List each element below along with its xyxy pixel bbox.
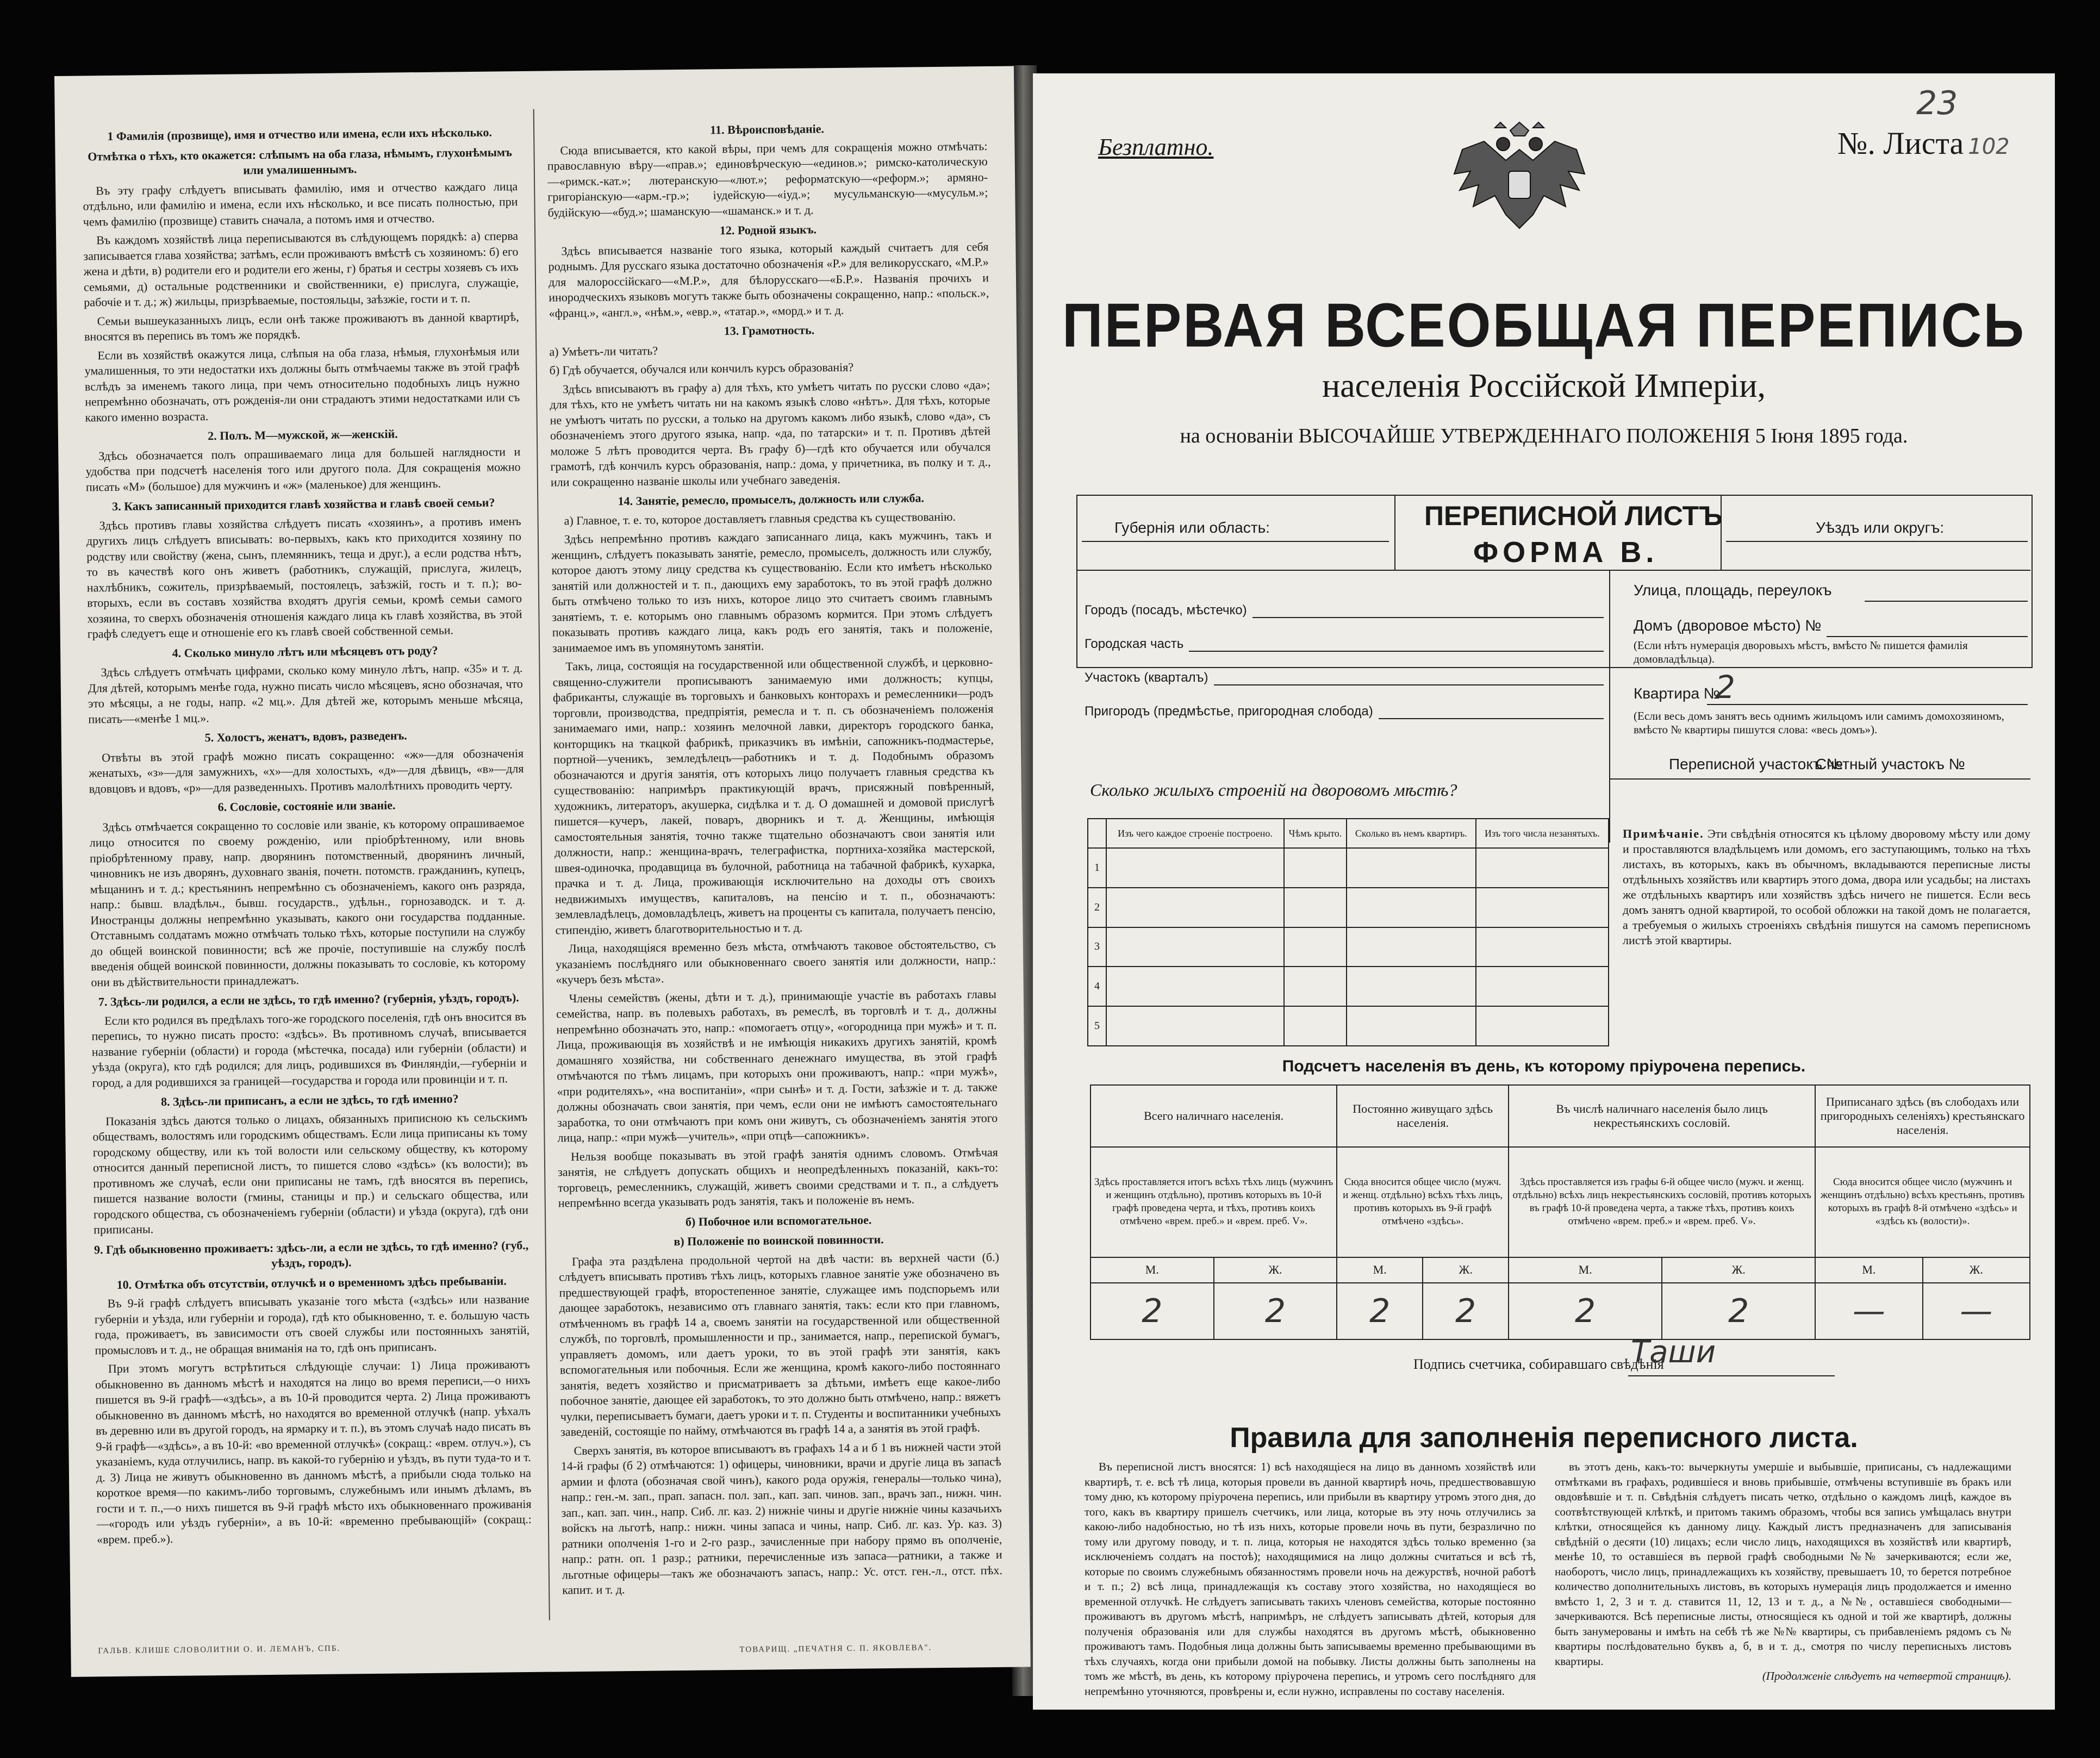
instructions-column-1 [82,120,532,1550]
buildings-input-cell[interactable] [1347,927,1476,967]
population-count-value[interactable]: 2 [1090,1283,1214,1339]
instruction-paragraph: Семьи вышеуказанныхъ лицъ, если онѣ также проживаютъ въ данной квартирѣ, вносятся въ перепись въ томъ же порядкѣ. [84,309,519,344]
note-label: Примѣчаніе. [1623,827,1704,840]
buildings-input-cell[interactable] [1106,927,1284,967]
apartment-label: Квартира № [1634,685,1720,702]
row-number: 3 [1088,927,1106,967]
section-heading: 10. Отмѣтка объ отсутствіи, отлучкѣ и о временномъ здѣсь пребываніи. [116,1273,507,1292]
buildings-input-cell[interactable] [1476,927,1609,967]
typographer-imprint: ГАЛЬВ. КЛИШЕ СЛОВОЛИТНИ О. И. ЛЕМАНЪ, СПБ. [98,1644,341,1656]
buildings-input-cell[interactable] [1284,927,1347,967]
buildings-input-cell[interactable] [1284,967,1347,1006]
buildings-input-cell[interactable] [1347,888,1476,927]
buildings-row [1088,848,1609,888]
instruction-paragraph: Въ 9-й графѣ слѣдуетъ вписывать указаніе того мѣста («здѣсь» или название губерніи и уѣзда, или губерніи и города), гдѣ кто обыкновенно, т. е. большую часть года, проживаетъ, въ зависимости отъ своей службы или постоянныхъ занятій, промысловъ и т. д., не обращая вниманія на то, гдѣ онъ приписанъ. [94,1292,530,1357]
population-count-table [1090,1084,2030,1340]
instruction-paragraph: Если въ хозяйствѣ окажутся лица, слѣпыя на оба глаза, нѣмыя, глухонѣмыя или умалишенныя, то эти недостатки ихъ должны быть отмѣчаемы также въ этой графѣ вслѣдъ за именемъ такого лица, при чемъ относительно подобныхъ лицъ нужно непремѣнно обозначать, отъ рожденія-ли они страдаютъ этими недостатками или съ какого именно возраста. [84,344,520,424]
buildings-input-cell[interactable] [1106,848,1284,888]
female-column-label: Ж. [1923,1257,2030,1283]
population-count-value[interactable]: 2 [1423,1283,1509,1339]
instruction-paragraph: Члены семействъ (жены, дѣти и т. д.), принимающіе участіе въ работахъ главы семейства, напр. въ полевыхъ работахъ, въ ремеслѣ, въ торговлѣ и т. д., должны непремѣнно обозначать это, напр.: «помогаетъ отцу», «огородница при мужѣ» и т. п. Лица, проживающія въ хозяйствѣ и не имѣющія никакихъ другихъ занятій, кромѣ домашняго хозяйства, ни собственнаго денежнаго имущества, въ этой графѣ отмѣчаются по тѣмъ лицамъ, при которыхъ они проживаютъ, напр.: «при мужѣ», «при родителяхъ», «на воспитаніи», «при сынѣ» и т. д. Гости, заѣзжіе и т. д. также должны обозначать свои занятія, при чемъ, если они не имѣютъ самостоятельнаго заработка, то они отмѣчаютъ при комъ они живутъ, съ обозначеніемъ занятія этого лица, напр.: «при мужѣ—учитель», «при отцѣ—сапожникъ». [556,987,998,1145]
location-field-row [1085,618,1604,652]
buildings-input-cell[interactable] [1476,1006,1609,1046]
buildings-header-cell: Сколько въ немъ квартиръ. [1347,819,1476,848]
instruction-paragraph: Здѣсь вписываютъ въ графу а) для тѣхъ, кто умѣетъ читать по русски слово «да»; для тѣхъ, кто не умѣетъ читать ни на какомъ языкѣ слово «нѣтъ». Для тѣхъ, которые не умѣютъ читать по русски, а только на другомъ какомъ либо языкѣ, слово «да», съ обозначеніемъ этого другого языка, напр. «да, по татарски» и т. п. Противъ дѣтей моложе 5 лѣтъ проводится черта. Въ графу б)—гдѣ кто обучается или обучался грамотѣ, гдѣ кончилъ курсъ образованія, напр.: дома, у причетника, въ полку и т. д., или сокращенно названіе школы или учебнаго заведенія. [550,377,991,489]
section-heading: 13. Грамотность. [724,323,815,338]
census-area-label: Переписной участокъ № [1669,756,1843,772]
row-number: 4 [1088,967,1106,1006]
signature-label: Подпись счетчика, собиравшаго свѣдѣнія [1413,1356,1664,1372]
male-column-label: М. [1509,1257,1662,1283]
row-number: 1 [1088,848,1106,888]
apartment-note: (Если весь домъ занятъ весь однимъ жильцомъ или самимъ домохозяиномъ, вмѣсто № квартиры пишутся слова: «весь домъ»). [1634,709,2004,736]
sheet-number-value: 102 [1968,134,2010,159]
buildings-input-cell[interactable] [1347,848,1476,888]
section-heading: 1 Фамилія (прозвище), имя и отчество или имена, если ихъ нѣсколько. [107,125,493,143]
location-field-input[interactable] [1252,601,1604,618]
form-title: ПЕРЕПИСНОЙ ЛИСТЪ [1424,501,1723,531]
instruction-paragraph: При этомъ могутъ встрѣтиться слѣдующіе случаи: 1) Лица проживаютъ обыкновенно въ данномъ мѣстѣ и находятся на лицо во время переписи,—о нихъ пишется въ 9-й графѣ—«здѣсь», а въ 10-й проводится черта. 2) Лица проживаютъ обыкновенно въ данномъ мѣстѣ, но находятся во временной отлучкѣ (напр. уѣхалъ въ деревню или въ другой городъ, на ярмарку и т. п.), въ этомъ случаѣ надо писать въ 9-й графѣ—«здѣсь», а въ 10-й: «во временной отлучкѣ» (сокращ.: «врем. отлуч.»), съ указаніемъ, куда отлучились, напр. въ какой-то губернію и уѣздъ, въ пути туда-то и т. д. 3) Лица не живутъ обыкновенно въ данномъ мѣстѣ, а прибыли сюда только на короткое время—по какимъ-либо торговымъ, служебнымъ или инымъ дѣламъ, въ гости и т. п.,—о нихъ пишется въ 9-й графѣ мѣсто ихъ обыкновеннаго проживанія—«городъ или уѣздъ губерніи», а въ 10-й: «временно пребывающій» (сокращ.: «врем. преб.»). [95,1357,532,1546]
buildings-header-cell: Изъ того числа незанятыхъ. [1476,819,1609,848]
location-field-input[interactable] [1379,702,1604,719]
buildings-input-cell[interactable] [1476,967,1609,1006]
section-heading: 4. Сколько минуло лѣтъ или мѣсяцевъ отъ роду? [172,643,438,660]
buildings-input-cell[interactable] [1106,967,1284,1006]
buildings-input-cell[interactable] [1347,1006,1476,1046]
population-count-value[interactable]: 2 [1662,1283,1815,1339]
male-column-label: М. [1815,1257,1922,1283]
section-heading: 3. Какъ записанный приходится главѣ хозяйства и главѣ своей семьи? [112,495,495,513]
instruction-paragraph: Если кто родился въ предѣлахъ того-же городского поселенія, гдѣ онъ вносится въ перепись, то нужно писать просто: «здѣсь». Въ противномъ случаѣ, вписывается название губерніи (области) и города (мѣстечка, посада) или губерніи (области) и уѣзда (округа), кто гдѣ родился; для лицъ, родившихся въ Финляндіи,—губерніи и город, а для родившихся за границей—государства и города или провинціи и т. п. [91,1009,527,1089]
count-header-cell: Всего наличнаго населенія. [1090,1085,1337,1147]
form-variant: ФОРМА В. [1473,536,1659,569]
section-heading: 5. Холостъ, женатъ, вдовъ, разведенъ. [204,728,407,745]
apartment-field[interactable] [1707,682,2028,705]
section-heading: 2. Полъ. М—мужской, ж—женскій. [208,427,398,443]
buildings-row [1088,888,1609,927]
buildings-row [1088,967,1609,1006]
female-column-label: Ж. [1214,1257,1337,1283]
count-description-cell: Здѣсь проставляется итогъ всѣхъ тѣхъ лицъ (мужчинъ и женщинъ отдѣльно), противъ которыхъ въ 10-й графѣ проведена черта, и тѣхъ, противъ коихъ отмѣчено «врем. преб.» и «врем. преб. V». [1090,1147,1337,1257]
buildings-input-cell[interactable] [1106,888,1284,927]
location-field-label: Пригородъ (предмѣстье, пригородная слобода) [1085,704,1373,719]
row-number: 5 [1088,1006,1106,1046]
location-field-label: Городская часть [1085,637,1184,651]
district-label: Уѣздъ или округъ: [1816,519,1945,536]
section-heading: 6. Сословіе, состояніе или званіе. [217,798,396,814]
instruction-paragraph: Сюда вписывается, кто какой вѣры, при чемъ для сокращенія можно отмѣчать: православную вѣру—«прав.»; единовѣрческую—«единов.»; римско-католическую—«римск.-кат.»; лютеранскую—«лют.»; реформатскую—«реформ.»; армяно-григоріанскую—«арм.-гр.»; іудейскую—«іуд.»; мусульманскую—«мусульм.»; будійскую—«буд.»; шаманскую—«шаманск.» и т. д. [547,139,988,220]
female-column-label: Ж. [1662,1257,1815,1283]
buildings-input-cell[interactable] [1284,848,1347,888]
location-fields [1085,584,1604,719]
left-page [54,66,1031,1677]
instruction-paragraph: Показанія здѣсь даются только о лицахъ, обязанныхъ приписною къ сельскимъ обществамъ, волостямъ или городскимъ обществамъ. Если лица приписаны къ тому городскому обществу, или къ той волости или сельскому обществу, къ которому относится данный переписной листъ, то пишется слово «здѣсь» (къ волости); въ противномъ же случаѣ, если они приписаны не тамъ, гдѣ вносятся въ перепись, пишется название волости (гмины, станицы и пр.) и сельскаго общества, или городского общества, съ обозначеніемъ губерніи (области) и уѣзда (округа), гдѣ они приписаны. [92,1109,529,1237]
row-number: 2 [1088,888,1106,927]
street-label: Улица, площадь, переулокъ [1634,582,1832,599]
buildings-input-cell[interactable] [1476,848,1609,888]
population-count-value[interactable]: — [1923,1283,2030,1339]
house-field[interactable] [1827,614,2028,637]
section-heading: в) Положеніе по воинской повинности. [674,1232,884,1249]
section-heading: 8. Здѣсь-ли приписанъ, а если не здѣсь, то гдѣ именно? [160,1092,459,1109]
buildings-row [1088,1006,1609,1046]
buildings-note [1623,826,2030,948]
province-label: Губернія или область: [1114,519,1270,536]
count-description-cell: Здѣсь проставляется изъ графы 6-й общее число (мужч. и женщ. отдѣльно) всѣхъ лицъ некрестьянскихъ сословій, противъ которыхъ въ графѣ 10-й проведена черта, а также тѣхъ, противъ коихъ отмѣчено «врем. преб.» и «врем. преб. V». [1509,1147,1815,1257]
instruction-paragraph: Здѣсь вписывается названіе того языка, который каждый считаетъ для себя роднымъ. Для русскаго языка достаточно обозначенія «Р.» для великорусскаго, «М.Р.» для малороссійскаго—«М.Р.», для бѣлорусскаго—«Б.Р.». Названія прочихъ и инородческихъ языковъ могутъ также быть обозначены сокращенно, напр.: «польск.», «франц.», «англ.», «нѣм.», «евр.», «татар.», «морд.» и т. д. [548,239,989,320]
free-label: Безплатно. [1098,134,1214,160]
instruction-paragraph: б) Гдѣ обучается, обучался или кончилъ курсъ образованія? [549,360,854,377]
section-heading: 9. Гдѣ обыкновенно проживаетъ: здѣсь-ли, а если не здѣсь, то гдѣ именно? (губ., уѣздъ, городъ). [94,1238,529,1270]
count-title: Подсчетъ населенія въ день, къ которому пріурочена перепись. [1282,1057,1806,1075]
buildings-input-cell[interactable] [1284,1006,1347,1046]
instruction-paragraph: Графа эта раздѣлена продольной чертой на двѣ части: въ верхней части (б.) слѣдуетъ вписывать противъ тѣхъ лицъ, которыхъ главное занятіе уже обозначено въ предшествующей графѣ, второстепенное занятіе, служащее имъ подспорьемъ или дающее заработокъ, независимо отъ главнаго занятія, такъ: если кто при главномъ, отмѣченномъ въ графѣ 14 а, своемъ занятіи на государственной или общественной службѣ, по торговлѣ, промышленности и пр., занимается, напр., перепиской бумагъ, управляетъ домомъ, или даетъ уроки, то въ этой графѣ эти занятія, какъ вспомогательныя или побочныя. Если же женщина, кромѣ какого-либо постояннаго занятія, ведетъ хозяйство и присматриваетъ за дѣтьми, имѣетъ еще какое-либо побочное занятіе, дающее ей заработокъ, то это должно быть отмѣчено, напр.: вяжетъ чулки, переписываетъ бумаги, даетъ уроки и т. п. Студенты и воспитанники учебныхъ заведеній, состоящіе по найму, отмѣчаются въ графѣ 14 а, а занятія въ этой графѣ. [559,1250,1001,1439]
location-field-row [1085,685,1604,719]
sheet-number-label: №. Листа [1837,126,1964,161]
buildings-question: Сколько жилыхъ строеній на дворовомъ мѣстѣ? [1090,780,1457,800]
population-count-value[interactable]: 2 [1214,1283,1337,1339]
population-count-value[interactable]: 2 [1337,1283,1423,1339]
instruction-paragraph: Въ каждомъ хозяйствѣ лица переписываются въ слѣдующемъ порядкѣ: а) сперва записывается глава хозяйства; затѣмъ, если проживаютъ вмѣстѣ съ хозяиномъ: б) его жена и дѣти, в) родители его и родители его жены, г) братья и сестры хозяевъ съ ихъ семьями, д) остальные родственники и свойственники, е) прислуга, служащіе, рабочіе и т. д.; ж) жильцы, призрѣваемые, постояльцы, заѣзжіе, гости и т. п. [83,229,519,309]
instruction-paragraph: Здѣсь отмѣчается сокращенно то сословіе или званіе, къ которому опрашиваемое лицо относится по своему рожденію, или пріобрѣтенному, или вновь пріобрѣтенному праву, напр. дворянинъ потомственный, дворянинъ личный, чиновникъ не изъ дворянъ, духовнаго званія, почетн. потомств. гражданинъ, купецъ, мѣщанинъ и т. д.; крестьянинъ непремѣнно съ обозначеніемъ, какого онъ разряда, напр.: бывш. владѣльч., бывш. государств., удѣльн., горнозаводск. и т. д. Иностранцы должны непремѣнно указывать, какого они государства подданные. Отставнымъ солдатамъ можно отмѣчать только тѣхъ, которые поступили на службу до общей воинской повинности; всѣ же прочіе, поступившіе на службу послѣ введенія общей воинской повинности, должны показывать то сословіе, къ которому они въ дѣйствительности принадлежатъ. [89,815,526,989]
count-description-cell: Сюда вносится общее число (мужч. и женщ. отдѣльно) всѣхъ тѣхъ лицъ, противъ которыхъ въ 9-й графѣ отмѣчено «здѣсь». [1337,1147,1509,1257]
count-header-cell: Въ числѣ наличнаго населенія было лицъ некрестьянскихъ сословій. [1509,1085,1815,1147]
instruction-paragraph: Сверхъ занятія, въ которое вписываютъ въ графахъ 14 а и б 1 въ нижней части этой 14-й графы (б 2) отмѣчаются: 1) офицеры, чиновники, врачи и другіе лица въ запасѣ армии и флота (обозначая свой чинъ), какого рода оружія, генералы—только чина), напр.: ген.-м. зап., прап. запасн. пол. зап., кап. зап. чинов. зап., врачъ зап., нижн. чин. зап., кап. зап. чин., напр. Сиб. лг. каз. 2) нижніе чины и другіе нижніе чины казачьихъ войскъ на льготѣ, напр.: нижн. чины запаса и чины, напр. Сиб. лг. каз. Ур. каз. 3) ратники ополченія 1-го и 2-го разр., зачисленные при набору прямо въ ополченіе, напр.: ратн. оп. 1 разр.; ратники, перечисленные изъ запаса—ратники, а также и льготные офицеры—такъ же обозначаютъ запасъ, напр.: Ус. отст. ген.-л., отст. пѣх. капит. и т. д. [560,1439,1003,1597]
note-text: Эти свѣдѣнія относятся къ цѣлому дворовому мѣсту или дому и проставляются владѣльцемъ или домомъ, его заступающимъ, только на тѣхъ листахъ, въ которыхъ, какъ въ обычномъ, вкладываются переписные листы отдѣльныхъ хозяйствъ или квартиръ этого дома, двора или усадьбы; на листахъ же отдѣльныхъ квартиръ или хозяйствъ здѣсь ничего не пишется. Если весь домъ занятъ одной квартирой, то особой обложки на такой домъ не полагается, а требуемыя о жилыхъ строеніяхъ свѣдѣнія пишутся на самомъ переписномъ листѣ этой квартиры. [1623,827,2031,947]
right-page [1033,73,2055,1710]
section-heading: 7. Здѣсь-ли родился, а если не здѣсь, то гдѣ именно? (губернія, уѣздъ, городъ). [98,990,519,1009]
rules-column-2: въ этотъ день, какъ-то: вычеркнуты умершіе и выбывшіе, приписаны, съ надлежащими отмѣтками въ графахъ, родившіеся и вновь прибывшіе, отмѣчены вступившіе въ бракъ или овдовѣвшіе и т. п. Свѣдѣнія слѣдуетъ писать четко, отдѣльно о каждомъ лицѣ, каждое въ соотвѣтствующей клѣткѣ, и притомъ такимъ образомъ, чтобы вся запись умѣщалась внутри клѣтки, относящейся къ данному лицу. Каждый листъ предназначенъ для записыванія свѣдѣній о десяти (10) лицахъ; если число лицъ, находящихся въ хозяйствѣ или квартирѣ, менѣе 10, то оставшіеся въ первой графѣ свободными №№ зачеркиваются; если же, наоборотъ, число лицъ, принадлежащихъ къ хозяйству, превышаетъ 10, то берется потребное количество дополнительныхъ листовъ, въ которыхъ нумерація лицъ продолжается и именно вмѣсто 1, 2, 3 и т. д. ставится 11, 12, 13 и т. д., а №№, оставшіеся свободными—зачеркиваются. Всѣ переписные листы, относящіеся къ одной и той же квартирѣ, должны быть занумерованы и имѣть на себѣ тѣ же №№ квартиры, съ прибавленіемъ рядомъ съ № квартиры послѣдовательно буквъ а, б, в и т. д., смотря по числу переписныхъ листовъ квартиры. (Продолженіе слѣдуетъ на четвертой страницѣ). [1555,1460,2011,1684]
enumerator-signature: Таши [1631,1335,1716,1370]
sheet-number [1837,125,2010,161]
buildings-row [1088,927,1609,967]
instruction-paragraph: Здѣсь слѣдуетъ отмѣчать цифрами, сколько кому минуло лѣтъ, напр. «35» и т. д. Для дѣтей, которымъ менѣе года, нужно писать число мѣсяцевъ, ясно обозначая, что это мѣсяцы, а не годы, напр. «2 мц.». Для дѣтей же, которымъ меньше мѣсяца, писать—«менѣе 1 мц.». [88,661,524,726]
section-heading: 12. Родной языкъ. [719,222,817,238]
instruction-paragraph: Здѣсь противъ главы хозяйства слѣдуетъ писать «хозяинъ», а противъ именъ другихъ лицъ слѣдуетъ вписывать: во-первыхъ, какъ кто приходится хозяину по родству или свойству (жена, сынъ, племянникъ, теща и друг.), а если родства нѣтъ, то въ качествѣ кого онъ живетъ (работникъ, служащій, прислуга, жилецъ, нахлѣбникъ, сожитель, призрѣваемый, постоялецъ, заѣзжій, гость и т. п.); во-вторыхъ, если въ составъ хозяйства входятъ другія семьи, кромѣ семьи самого хозяина, то сверхъ обозначенія отношенія каждаго лица къ главѣ хозяйства, въ этой графѣ следуетъ еще и отношеніе его къ главѣ своей собственной семьи. [86,514,522,641]
location-field-row [1085,584,1604,618]
section-heading: б) Побочное или вспомогательное. [685,1212,872,1229]
rules-title: Правила для заполненія переписного листа. [1230,1422,1858,1454]
section-heading: 14. Занятіе, ремесло, промыселъ, должность или служба. [618,491,924,508]
imperial-eagle-emblem [1446,120,1593,245]
instruction-paragraph: Здѣсь обозначается полъ опрашиваемаго лица для большей наглядности и удобства при подсчетѣ населенія того или другого пола. Для сокращенія можно писать «М» (большое) для мужчинъ и «ж» (маленькое) для женщинъ. [85,444,521,494]
count-area-label: Счетный участокъ № [1816,756,1965,772]
section-heading: Отмѣтка о тѣхъ, кто окажется: слѣпымъ на оба глаза, нѣмымъ, глухонѣмымъ или умалишеннымъ. [88,145,512,177]
count-description-cell: Сюда вносится общее число (мужчинъ и женщинъ отдѣльно) всѣхъ крестьянъ, противъ которыхъ въ графѣ 8-й отмѣчено «здѣсь» и «здѣсь къ (волости)». [1815,1147,2030,1257]
instruction-paragraph: а) Главное, т. е. то, которое доставляетъ главныя средства къ существованію. [564,509,956,527]
apartment-value: 2 [1715,669,1735,706]
buildings-header-cell: Изъ чего каждое строеніе построено. [1106,819,1284,848]
location-field-row [1085,652,1604,685]
row-number-header [1088,819,1106,848]
buildings-table [1087,818,1609,1046]
population-count-value[interactable]: — [1815,1283,1922,1339]
population-count-value[interactable]: 2 [1509,1283,1662,1339]
page-number: 23 [1916,84,1958,122]
house-note: (Если нѣтъ нумерація дворовыхъ мѣстъ, вмѣсто № пишется фамилія домовладѣльца). [1634,639,1968,665]
location-field-input[interactable] [1189,634,1604,652]
section-heading: 11. Вѣроисповѣданіе. [710,122,825,137]
instruction-paragraph: Здѣсь непремѣнно противъ каждаго записаннаго лица, какъ мужчинъ, такъ и женщинъ, слѣдуетъ показывать занятіе, ремесло, промыселъ, должность или службу, которое даютъ этому лицу средства къ существованію. Если кто имѣетъ нѣсколько занятій или должностей и т. п., дающихъ ему заработокъ, то въ этой графѣ должно быть отмѣчено только то изъ нихъ, которое лицо это считаетъ своимъ главнымъ занятіемъ, т. е. которымъ оно главнымъ образомъ кормится. При этомъ слѣдуетъ показывать противъ каждаго лица, какъ родъ его занятія, такъ и положеніе, занимаемое имъ въ упомянутомъ занятіи. [551,527,993,654]
male-column-label: М. [1337,1257,1423,1283]
street-field[interactable] [1865,579,2028,602]
instruction-paragraph: Такъ, лица, состоящія на государственной или общественной службѣ, и церковно-священно-служители прописываютъ занимаемую ими должность; купцы, фабриканты, служащіе въ торговыхъ и банковыхъ конторахъ и ремесленники—родъ торговли, производства, предпріятія, ремесла и т. п. съ обозначеніемъ положенія занимаемаго ими, напр.: хозяинъ мелочной лавки, директоръ городского банка, конторщикъ на ткацкой фабрикѣ, приказчикъ въ имѣніи, сапожникъ-подмастерье, портной—ученикъ, земледѣлецъ—работникъ и т. д. Подобнымъ образомъ обозначаются и другія занятія, отъ которыхъ лицо получаетъ главныя средства къ существованію: напримѣръ практикующій врачъ, присяжный повѣренный, художникъ, литераторъ, акушерка, сидѣлка и т. д. О домашней и домовой прислугѣ пишется—кучеръ, лакей, поваръ, дворникъ и т. д. Женщины, имѣющія самостоятельныя занятія, точно также тщательно обозначаютъ свои занятія или должности, напр.: женщина-врачъ, телеграфистка, портниха-хозяйка мастерской, швея-одиночка, продавщица въ булочной, работница на табачной фабрикѣ, кухарка, прачка и т. д. Лица, проживающія исключительно на доходы отъ своихъ недвижимыхъ имуществъ, капиталовъ, на пенсію и т. п., обозначаютъ: землевладѣлецъ, домовладѣлецъ, живетъ на проценты съ капитала, получаетъ пенсію, стипендію, живетъ благотворительностью и т. д. [552,654,996,937]
census-subtitle: населенія Россійской Имперіи, [1322,367,1766,404]
female-column-label: Ж. [1423,1257,1509,1283]
buildings-input-cell[interactable] [1347,967,1476,1006]
legal-basis: на основаніи ВЫСОЧАЙШЕ УТВЕРЖДЕННАГО ПОЛОЖЕНІЯ 5 Іюня 1895 года. [1180,425,1908,447]
rules-column-1: Въ переписной листъ вносятся: 1) всѣ находящіеся на лицо въ данномъ хозяйствѣ или квартирѣ, т. е. всѣ тѣ лица, которыя провели въ данной квартирѣ ночь, предшествовавшую тому дню, къ которому пріурочена перепись, или прибыли въ квартиру утромъ этого дня, до того, какъ въ квартиру пришелъ счетчикъ, или лица, которые въ эту ночь отлучились за какою-либо надобностью, но тѣ изъ нихъ, которые провели ночь въ пути, безразлично по тому или другому поводу, и т. п. лица, которыя не находятся здѣсь только временно (за исключеніемъ солдатъ на постоѣ); находящимися на лицо должны считаться и всѣ тѣ, которые по своимъ служебнымъ обязанностямъ провели ночь на дежурствѣ, ночной работѣ и т. п.; 2) всѣ лица, принадлежащія къ составу этого хозяйства, но находящіеся во временной отлучкѣ. Не слѣдуетъ записывать такихъ членовъ семейства, которые постоянно проживаютъ въ другомъ мѣстѣ, напримѣръ, не слѣдуетъ записывать дѣтей, которыя для полученія образованія или для службы находятся въ другомъ мѣстѣ, обыкновенно проживаютъ тамъ. Подобныя лица должны быть записываемы временно пребывающими въ тѣхъ случаяхъ, когда они прибыли домой на побывку. Листы должны быть заполнены на томъ же мѣстѣ, въ день, къ которому пріурочена перепись, и утромъ сего послѣдняго для непремѣнно уточняются, провѣрены и, если нужно, исправлены по составу населенія. [1085,1460,1536,1698]
census-title: ПЕРВАЯ ВСЕОБЩАЯ ПЕРЕПИСЬ [1062,291,2026,360]
location-field-input[interactable] [1214,668,1604,685]
instruction-paragraph: Отвѣты въ этой графѣ можно писать сокращенно: «ж»—для обозначенія женатыхъ, «з»—для замужнихъ, «х»—для холостыхъ, «д»—для дѣвицъ, «в»—для вдовцовъ и вдовъ, «р»—для разведенныхъ. Противъ малолѣтнихъ проводить черту. [89,746,524,795]
buildings-input-cell[interactable] [1284,888,1347,927]
instructions-column-2 [547,115,1002,1601]
male-column-label: М. [1090,1257,1214,1283]
count-header-cell: Приписанаго здѣсь (въ слободахъ или пригородныхъ селеніяхъ) крестьянскаго населенія. [1815,1085,2030,1147]
location-field-label: Городъ (посадъ, мѣстечко) [1085,603,1247,618]
printer-imprint: ТОВАРИЩ. „ПЕЧАТНЯ С. П. ЯКОВЛЕВА". [739,1643,932,1654]
buildings-input-cell[interactable] [1106,1006,1284,1046]
instruction-paragraph: Лица, находящіяся временно безъ мѣста, отмѣчаютъ таковое обстоятельство, съ указаніемъ послѣдняго или обыкновеннаго своего занятія или должности, напр.: «кучеръ безъ мѣста». [556,937,996,987]
buildings-header-cell: Чѣмъ крыто. [1284,819,1347,848]
instruction-paragraph: Въ эту графу слѣдуетъ вписывать фамилію, имя и отчество каждаго лица отдѣльно, или фамилію и имена, если ихъ нѣсколько, и все писать полностью, при чемъ фамилію (прозвище) ставить сначала, а потомъ имя и отчество. [83,179,518,228]
continued-note: (Продолженіе слѣдуетъ на четвертой страницѣ). [1762,1669,2011,1682]
buildings-input-cell[interactable] [1476,888,1609,927]
house-label: Домъ (дворовое мѣсто) № [1634,617,1822,634]
column-divider [533,109,550,1620]
count-header-cell: Постоянно живущаго здѣсь населенія. [1337,1085,1509,1147]
location-field-label: Участокъ (кварталъ) [1085,670,1208,685]
instruction-paragraph: а) Умѣетъ-ли читать? [549,343,658,358]
instruction-paragraph: Нельзя вообще показывать въ этой графѣ занятія однимъ словомъ. Отмѣчая занятія, не слѣдуетъ допускать общихъ и неопредѣленныхъ показаній, какъ-то: торговецъ, ремесленникъ, служащій, живетъ своими средствами и т. п., а слѣдуетъ непремѣнно всегда указывать родъ занятія, такъ и положеніе въ немъ. [558,1145,999,1210]
